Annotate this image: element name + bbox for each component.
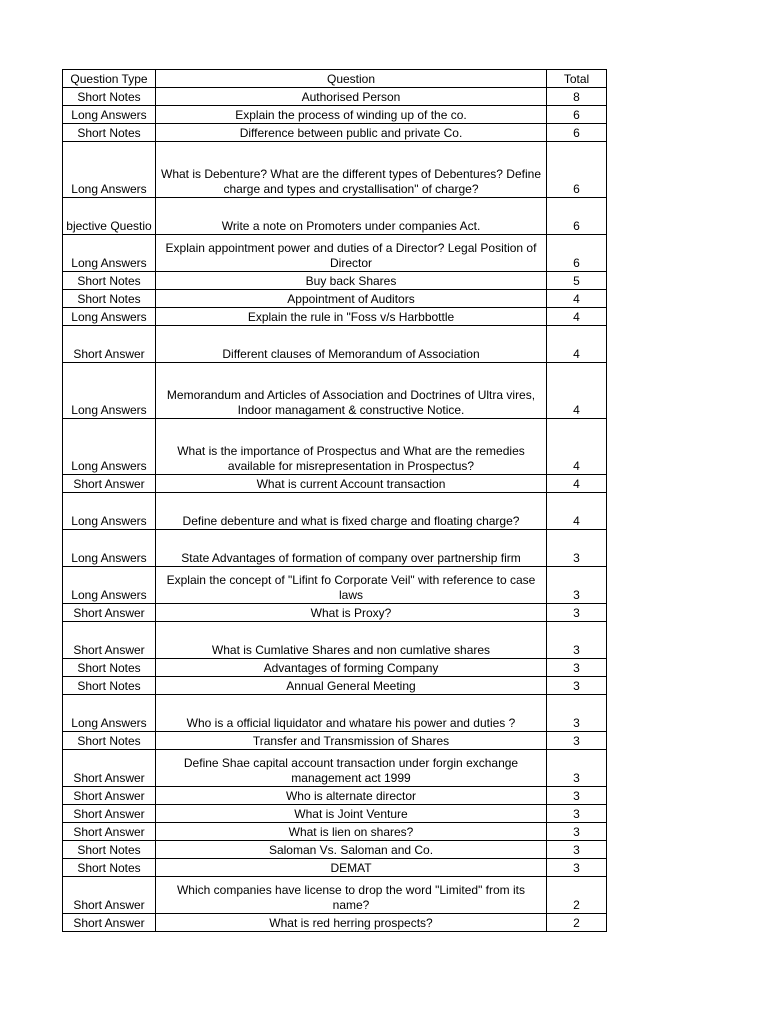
total-cell: 4: [547, 308, 607, 326]
question-type-cell: Short Notes: [63, 841, 156, 859]
total-cell: 6: [547, 235, 607, 272]
question-type-cell: Short Notes: [63, 290, 156, 308]
table-row: [63, 823, 607, 841]
total-cell: 4: [547, 493, 607, 530]
total-cell: 3: [547, 659, 607, 677]
question-cell: Who is a official liquidator and whatare his power and duties ?: [156, 695, 547, 732]
header-row: [63, 70, 607, 88]
total-cell: 3: [547, 859, 607, 877]
table-row: [63, 604, 607, 622]
table-row: [63, 805, 607, 823]
question-cell: Transfer and Transmission of Shares: [156, 732, 547, 750]
question-cell: Explain the rule in "Foss v/s Harbbottle: [156, 308, 547, 326]
total-cell: 3: [547, 823, 607, 841]
question-cell: Saloman Vs. Saloman and Co.: [156, 841, 547, 859]
total-cell: 4: [547, 326, 607, 363]
total-cell: 3: [547, 750, 607, 787]
table-row: [63, 567, 607, 604]
question-cell: What is red herring prospects?: [156, 914, 547, 932]
question-type-cell: Long Answers: [63, 363, 156, 419]
question-type-cell: Short Answer: [63, 805, 156, 823]
total-cell: 3: [547, 805, 607, 823]
table-row: [63, 659, 607, 677]
table-row: [63, 308, 607, 326]
total-cell: 6: [547, 142, 607, 198]
question-cell: Memorandum and Articles of Association and Doctrines of Ultra vires, Indoor managament & constructive Notice.: [156, 363, 547, 419]
question-type-cell: Long Answers: [63, 419, 156, 475]
total-cell: 3: [547, 732, 607, 750]
question-type-cell: Long Answers: [63, 308, 156, 326]
question-type-cell: Short Answer: [63, 750, 156, 787]
question-cell: Which companies have license to drop the word "Limited" from its name?: [156, 877, 547, 914]
total-cell: 4: [547, 475, 607, 493]
table-row: [63, 493, 607, 530]
header-question-type: Question Type: [63, 70, 156, 88]
total-cell: 3: [547, 604, 607, 622]
question-type-cell: Short Notes: [63, 272, 156, 290]
question-type-cell: Short Notes: [63, 124, 156, 142]
table-row: [63, 272, 607, 290]
table-row: [63, 677, 607, 695]
question-cell: Define Shae capital account transaction under forgin exchange management act 1999: [156, 750, 547, 787]
table-row: [63, 475, 607, 493]
question-type-cell: Short Answer: [63, 604, 156, 622]
question-cell: Write a note on Promoters under companies Act.: [156, 198, 547, 235]
question-cell: Authorised Person: [156, 88, 547, 106]
question-cell: What is lien on shares?: [156, 823, 547, 841]
question-type-cell: Long Answers: [63, 695, 156, 732]
question-type-cell: Short Notes: [63, 732, 156, 750]
total-cell: 3: [547, 841, 607, 859]
question-cell: What is Cumlative Shares and non cumlative shares: [156, 622, 547, 659]
question-cell: What is the importance of Prospectus and What are the remedies available for misrepresentation in Prospectus?: [156, 419, 547, 475]
question-cell: Buy back Shares: [156, 272, 547, 290]
total-cell: 6: [547, 106, 607, 124]
header-total: Total: [547, 70, 607, 88]
question-cell: Advantages of forming Company: [156, 659, 547, 677]
question-type-cell: Long Answers: [63, 493, 156, 530]
question-cell: What is Proxy?: [156, 604, 547, 622]
total-cell: 4: [547, 290, 607, 308]
table-row: [63, 530, 607, 567]
question-cell: What is Joint Venture: [156, 805, 547, 823]
header-question: Question: [156, 70, 547, 88]
question-cell: Who is alternate director: [156, 787, 547, 805]
table-body: [63, 70, 607, 932]
total-cell: 6: [547, 124, 607, 142]
table-row: [63, 106, 607, 124]
total-cell: 5: [547, 272, 607, 290]
total-cell: 6: [547, 198, 607, 235]
table-row: [63, 142, 607, 198]
table-row: [63, 124, 607, 142]
question-type-cell: Long Answers: [63, 235, 156, 272]
question-cell: Difference between public and private Co.: [156, 124, 547, 142]
table-row: [63, 235, 607, 272]
question-type-cell: Long Answers: [63, 567, 156, 604]
total-cell: 3: [547, 695, 607, 732]
question-type-cell: Short Answer: [63, 823, 156, 841]
total-cell: 3: [547, 622, 607, 659]
question-cell: Explain the concept of "Lifint fo Corporate Veil" with reference to case laws: [156, 567, 547, 604]
questions-table: [62, 69, 607, 932]
question-cell: Define debenture and what is fixed charge and floating charge?: [156, 493, 547, 530]
question-type-cell: Short Answer: [63, 914, 156, 932]
question-type-cell: Long Answers: [63, 142, 156, 198]
table-row: [63, 841, 607, 859]
question-type-cell: Long Answers: [63, 106, 156, 124]
question-type-cell: Short Answer: [63, 787, 156, 805]
question-type-cell: Short Answer: [63, 622, 156, 659]
question-cell: Explain the process of winding up of the co.: [156, 106, 547, 124]
total-cell: 3: [547, 567, 607, 604]
question-cell: Appointment of Auditors: [156, 290, 547, 308]
total-cell: 2: [547, 877, 607, 914]
total-cell: 3: [547, 677, 607, 695]
question-type-cell: Short Answer: [63, 877, 156, 914]
total-cell: 3: [547, 787, 607, 805]
total-cell: 4: [547, 419, 607, 475]
question-cell: What is current Account transaction: [156, 475, 547, 493]
table-row: [63, 732, 607, 750]
total-cell: 4: [547, 363, 607, 419]
question-type-cell: Short Notes: [63, 859, 156, 877]
question-cell: Annual General Meeting: [156, 677, 547, 695]
table-row: [63, 419, 607, 475]
question-type-cell: Short Notes: [63, 88, 156, 106]
question-cell: State Advantages of formation of company over partnership firm: [156, 530, 547, 567]
table-row: [63, 622, 607, 659]
table-row: [63, 750, 607, 787]
table-row: [63, 326, 607, 363]
table-row: [63, 198, 607, 235]
table-row: [63, 877, 607, 914]
question-cell: DEMAT: [156, 859, 547, 877]
question-cell: Explain appointment power and duties of a Director? Legal Position of Director: [156, 235, 547, 272]
total-cell: 8: [547, 88, 607, 106]
table-row: [63, 695, 607, 732]
total-cell: 2: [547, 914, 607, 932]
table-row: [63, 859, 607, 877]
table-row: [63, 363, 607, 419]
question-type-cell: Short Answer: [63, 475, 156, 493]
question-type-cell: Short Notes: [63, 677, 156, 695]
question-type-cell: bjective Questio: [63, 198, 156, 235]
table-row: [63, 88, 607, 106]
table-row: [63, 914, 607, 932]
table-row: [63, 787, 607, 805]
table-row: [63, 290, 607, 308]
question-cell: What is Debenture? What are the different types of Debentures? Define charge and types and crystallisation" of charge?: [156, 142, 547, 198]
question-type-cell: Long Answers: [63, 530, 156, 567]
question-cell: Different clauses of Memorandum of Association: [156, 326, 547, 363]
question-type-cell: Short Answer: [63, 326, 156, 363]
total-cell: 3: [547, 530, 607, 567]
question-type-cell: Short Notes: [63, 659, 156, 677]
